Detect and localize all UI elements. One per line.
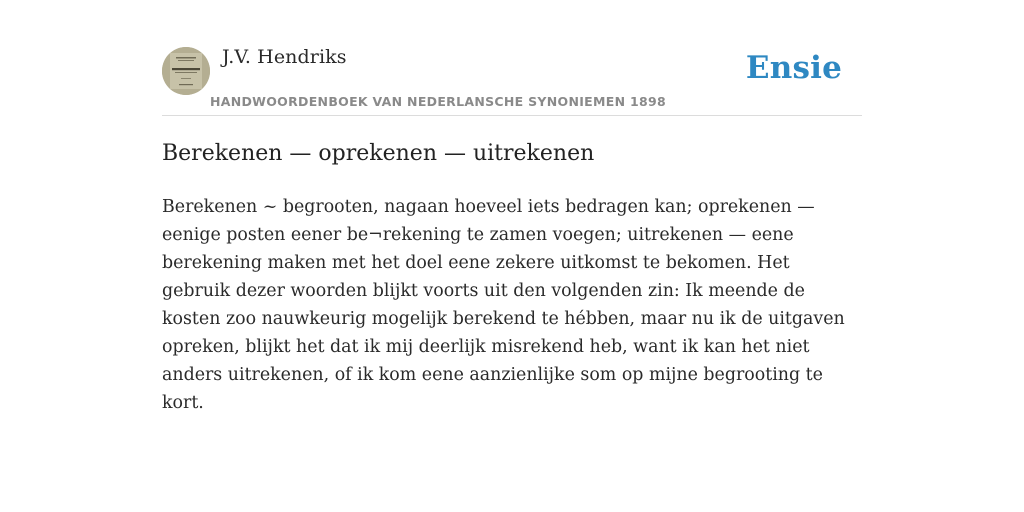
entry-body: Berekenen ~ begrooten, nagaan hoeveel iets bedragen kan; oprekenen — eenige posten eener be¬rekening te zamen voegen; uitrekenen — eene berekening maken met het doel eene zekere uitkomst te bekomen. Het gebruik dezer woorden blijkt voorts uit den volgenden zin: Ik meende de kosten zoo nauwkeurig mogelijk berekend te hébben, maar nu ik de uitgaven opreken, blijkt het dat ik mij deerlijk misrekend heb, want ik kan het niet anders uitrekenen, of ik kom eene aanzienlijke som op mijne begrooting te kort. <box>162 197 845 413</box>
page-container <box>162 0 862 413</box>
header <box>162 0 862 116</box>
entry-title: Berekenen — oprekenen — uitrekenen <box>162 141 595 166</box>
author-name[interactable]: J.V. Hendriks <box>222 46 347 68</box>
source-title[interactable]: HANDWOORDENBOEK VAN NEDERLANSCHE SYNONIEMEN 1898 <box>210 94 667 109</box>
ensie-logo[interactable]: Ensie <box>745 50 842 86</box>
book-cover-icon[interactable] <box>162 47 210 95</box>
